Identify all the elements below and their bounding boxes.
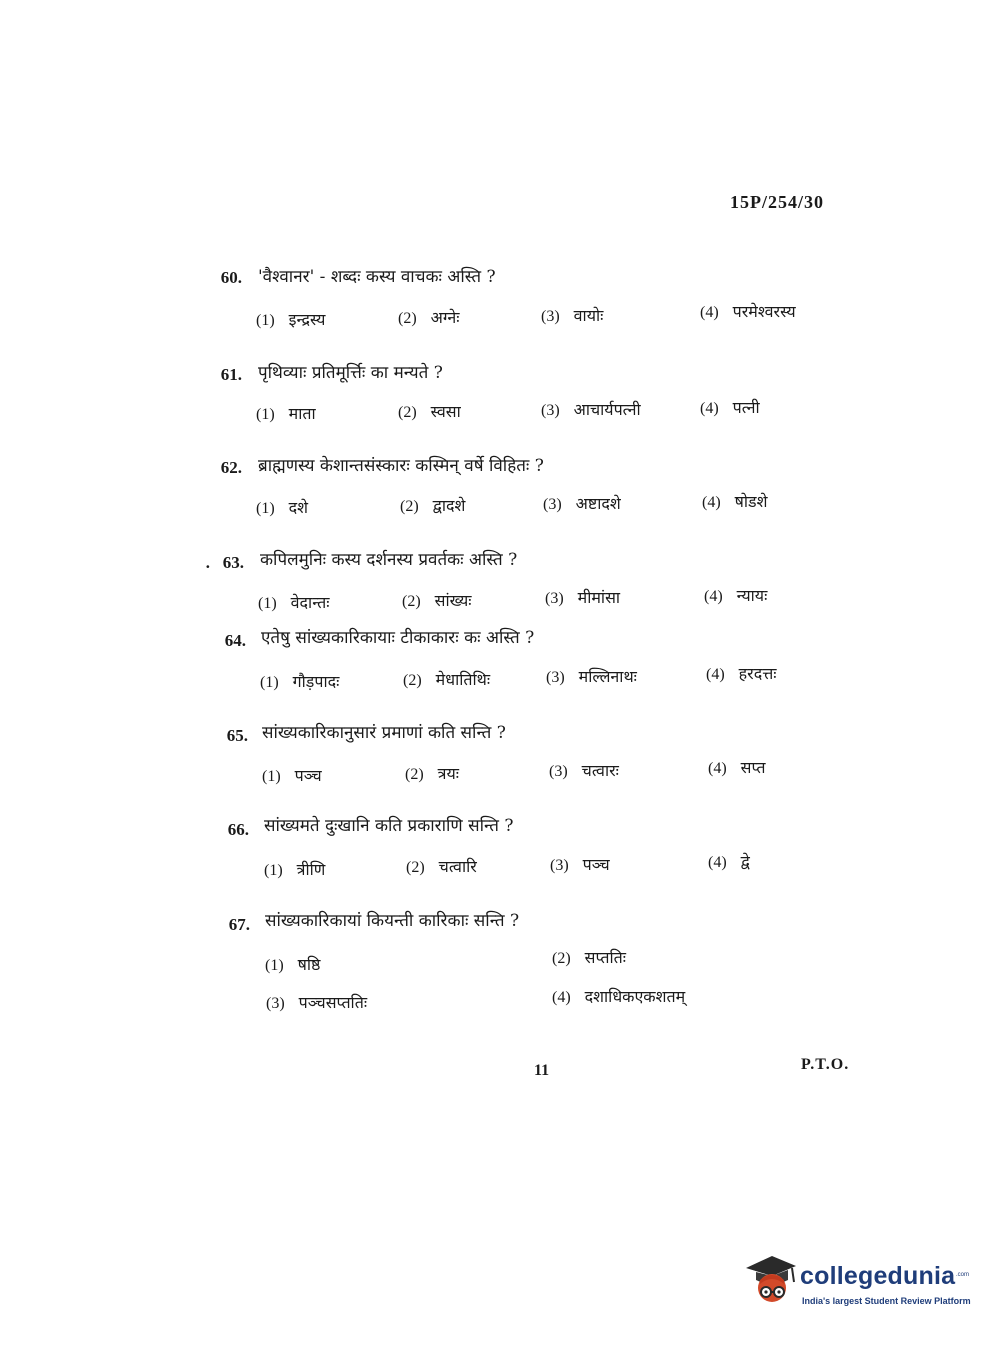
question-number: 67. <box>228 915 250 934</box>
option-4: (4) द्वे <box>708 852 750 871</box>
option-2: (2) सांख्यः <box>402 591 472 610</box>
option-4: (4) परमेश्वरस्य <box>700 302 796 321</box>
question-text: पृथिव्याः प्रतिमूर्त्तिः का मन्यते ? <box>258 363 443 383</box>
option-3: (3) पञ्च <box>550 855 610 874</box>
option-4: (4) पत्नी <box>700 398 760 417</box>
question-number: 61. <box>220 365 242 384</box>
question-number: 60. <box>220 268 242 287</box>
option-3: (3) वायोः <box>541 306 604 325</box>
option-2: (2) त्रयः <box>405 764 460 783</box>
option-4: (4) सप्त <box>708 758 766 777</box>
question-number: 66. <box>227 820 249 839</box>
option-1: (1) माता <box>256 404 316 423</box>
option-2: (2) स्वसा <box>398 402 461 421</box>
option-2: (2) द्वादशे <box>400 496 466 515</box>
option-3: (3) पञ्चसप्ततिः <box>266 993 368 1012</box>
option-3: (3) मीमांसा <box>545 588 621 607</box>
paper-code: 15P/254/30 <box>730 192 824 212</box>
brand-tagline: India's largest Student Review Platform <box>802 1296 971 1306</box>
question-text: सांख्यकारिकानुसारं प्रमाणां कति सन्ति ? <box>262 723 506 743</box>
option-1: (1) इन्द्रस्य <box>256 310 326 329</box>
option-1: (1) त्रीणि <box>264 860 326 879</box>
question-number: 64. <box>224 631 246 650</box>
option-1: (1) वेदान्तः <box>258 593 330 612</box>
option-3: (3) मल्लिनाथः <box>546 667 637 686</box>
option-3: (3) अष्टादशे <box>543 494 621 513</box>
option-2: (2) चत्वारि <box>406 857 477 876</box>
margin-dot: · <box>205 557 211 576</box>
option-4: (4) दशाधिकएकशतम् <box>552 987 686 1006</box>
page-number: 11 <box>534 1062 550 1079</box>
question-text: एतेषु सांख्यकारिकायाः टीकाकारः कः अस्ति ? <box>261 628 535 648</box>
question-text: सांख्यकारिकायां कियन्ती कारिकाः सन्ति ? <box>265 911 520 931</box>
question-text: 'वैश्वानर' - शब्दः कस्य वाचकः अस्ति ? <box>258 267 496 287</box>
option-4: (4) हरदत्तः <box>706 664 777 683</box>
option-3: (3) आचार्यपत्नी <box>541 400 641 419</box>
option-1: (1) दशे <box>256 498 309 517</box>
option-2: (2) अग्नेः <box>398 308 460 327</box>
question-text: सांख्यमते दुःखानि कति प्रकाराणि सन्ति ? <box>264 816 514 836</box>
pto-label: P.T.O. <box>801 1056 850 1073</box>
watermark-logo <box>742 1250 972 1310</box>
option-3: (3) चत्वारः <box>549 761 619 780</box>
option-2: (2) सप्ततिः <box>552 948 627 967</box>
question-number: 62. <box>220 458 242 477</box>
option-1: (1) पञ्च <box>262 766 322 785</box>
student-mascot-icon <box>742 1250 798 1310</box>
option-1: (1) गौड़पादः <box>260 672 340 691</box>
option-2: (2) मेधातिथिः <box>403 670 491 689</box>
option-4: (4) न्यायः <box>704 586 768 605</box>
question-number: 65. <box>226 726 248 745</box>
question-text: ब्राह्मणस्य केशान्तसंस्कारः कस्मिन् वर्षे विहितः ? <box>258 456 544 476</box>
brand-suffix: .com <box>956 1272 970 1278</box>
option-1: (1) षष्ठि <box>265 955 321 974</box>
option-4: (4) षोडशे <box>702 492 768 511</box>
question-number: 63. <box>222 553 244 572</box>
brand-name: collegedunia <box>800 1262 956 1290</box>
question-text: कपिलमुनिः कस्य दर्शनस्य प्रवर्तकः अस्ति ? <box>260 550 518 570</box>
